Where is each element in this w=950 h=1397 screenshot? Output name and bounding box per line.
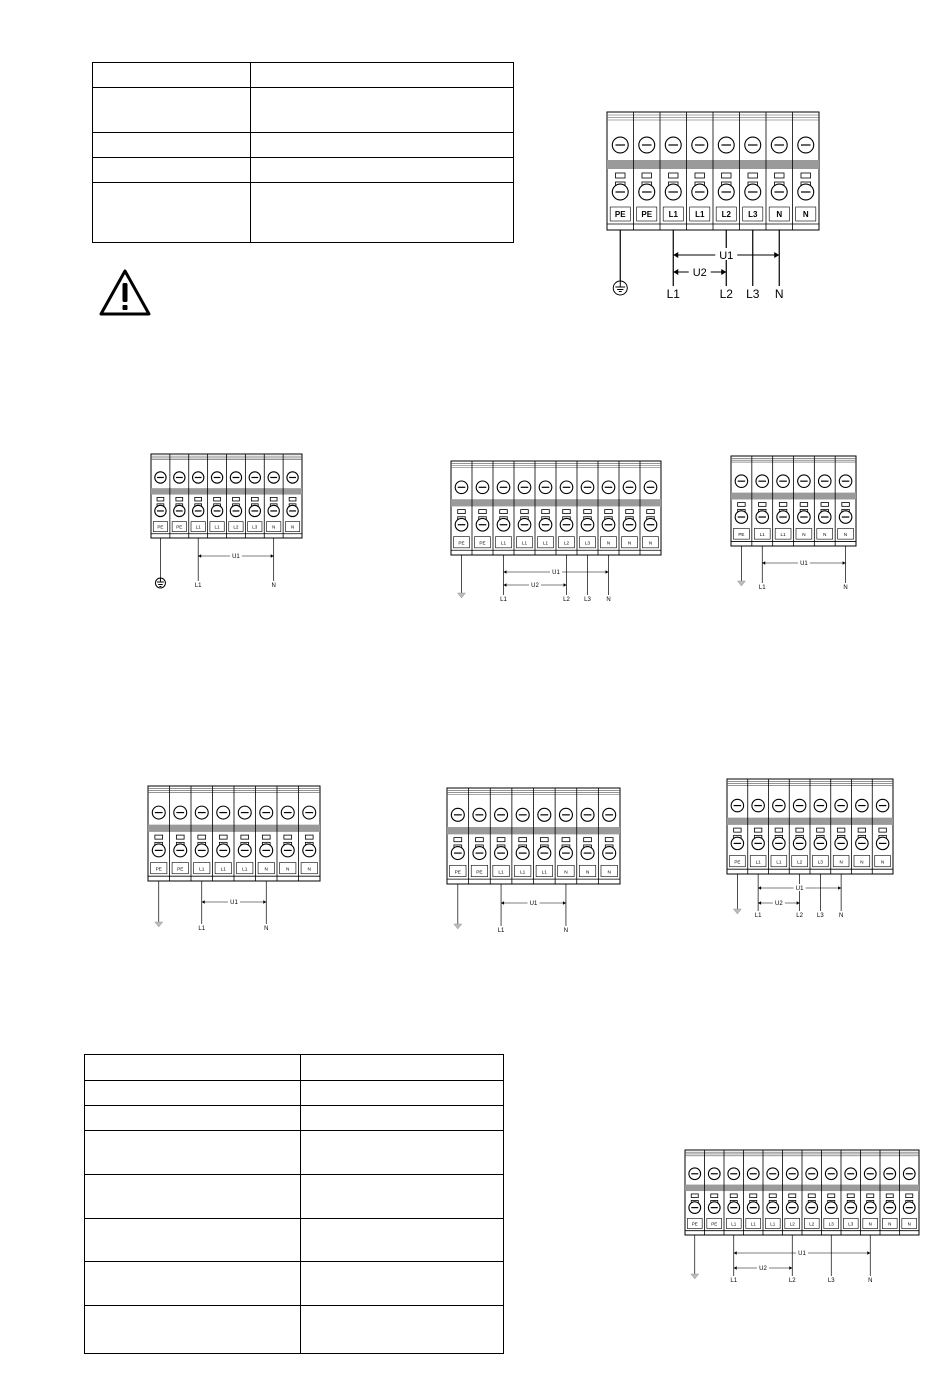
table-row <box>93 183 514 243</box>
bridge-slot-icon <box>454 838 462 842</box>
terminal-label: PE <box>691 1221 698 1227</box>
wire-label: N <box>606 597 611 603</box>
bridge-slot-icon <box>796 828 803 832</box>
terminal-label: L2 <box>721 210 731 219</box>
terminal-label: PE <box>177 867 184 873</box>
wire-label: N <box>264 926 269 932</box>
terminal-label: L1 <box>542 540 549 546</box>
wire-label: N <box>838 913 844 919</box>
terminal-label: N <box>868 1221 872 1227</box>
terminal-label: N <box>823 532 827 538</box>
ground-symbol-icon <box>691 1274 699 1279</box>
terminal-label: N <box>627 540 632 546</box>
terminal-label: L3 <box>252 524 258 530</box>
terminal-label: N <box>839 859 843 865</box>
wire-label: L1 <box>758 585 766 591</box>
bridge-slot-icon <box>837 828 844 832</box>
wire-label: L1 <box>754 913 762 919</box>
voltage-label: U1 <box>230 900 238 907</box>
table-row <box>93 63 514 88</box>
wire-label: L2 <box>788 1278 796 1284</box>
wire-label: L2 <box>796 913 803 919</box>
voltage-indicator <box>198 552 274 560</box>
terminal-label: L1 <box>498 870 504 876</box>
bridge-slot-icon <box>584 838 592 842</box>
bridge-slot-icon <box>605 838 613 842</box>
bridge-slot-icon <box>562 838 570 842</box>
terminal-label: N <box>888 1221 892 1227</box>
voltage-indicator <box>734 1264 793 1272</box>
bridge-slot-icon <box>626 510 634 514</box>
bridge-slot-icon <box>289 497 296 501</box>
bridge-slot-icon <box>695 173 705 178</box>
ground-symbol-icon <box>155 922 163 927</box>
wire-label: L1 <box>730 1278 738 1284</box>
voltage-label: U1 <box>529 901 538 908</box>
bridge-slot-icon <box>711 1194 718 1198</box>
terminal-label: L1 <box>220 867 226 873</box>
wire-label: L1 <box>500 597 507 603</box>
wire-label: L1 <box>497 928 505 934</box>
bridge-slot-icon <box>789 1194 796 1198</box>
bridge-slot-icon <box>821 503 829 507</box>
terminal-label: N <box>843 532 848 538</box>
terminal-label: PE <box>476 870 483 876</box>
voltage-indicator <box>673 248 779 262</box>
bridge-slot-icon <box>305 835 313 839</box>
bridge-slot-icon <box>775 828 782 832</box>
bridge-slot-icon <box>241 835 249 839</box>
bridge-slot-icon <box>584 510 592 514</box>
wire-label: L1 <box>198 926 206 932</box>
table-row <box>85 1306 504 1354</box>
spec-table-top <box>92 62 514 243</box>
bridge-slot-icon <box>251 497 258 501</box>
bridge-slot-icon <box>828 1194 835 1198</box>
bridge-slot-icon <box>497 838 505 842</box>
bridge-slot-icon <box>262 835 270 839</box>
wire-label: N <box>868 1278 873 1284</box>
terminal-diagram-2 <box>451 461 661 611</box>
terminal-label: N <box>648 540 653 546</box>
table-row <box>85 1081 504 1106</box>
terminal-label: N <box>802 210 809 219</box>
bridge-slot-icon <box>176 835 184 839</box>
voltage-indicator <box>762 559 845 567</box>
warning-triangle-icon <box>98 268 152 318</box>
terminal-label: L1 <box>195 524 201 530</box>
terminal-block-svg <box>151 454 312 594</box>
terminal-label: L3 <box>817 859 823 865</box>
bridge-slot-icon <box>759 503 767 507</box>
bridge-slot-icon <box>750 1194 757 1198</box>
wire-label: L1 <box>194 583 202 589</box>
wire-label: L2 <box>563 597 570 603</box>
terminal-label: N <box>264 867 268 873</box>
terminal-label: PE <box>454 870 461 876</box>
terminal-label: L1 <box>242 867 248 873</box>
voltage-label: U1 <box>232 554 240 561</box>
terminal-label: L3 <box>584 540 591 546</box>
bridge-slot-icon <box>647 510 655 514</box>
bridge-slot-icon <box>748 173 758 178</box>
terminal-label: N <box>606 540 611 546</box>
bridge-slot-icon <box>734 828 741 832</box>
terminal-label: L1 <box>695 210 705 219</box>
terminal-label: N <box>802 532 806 538</box>
bridge-slot-icon <box>284 835 292 839</box>
terminal-diagram-5 <box>447 788 620 938</box>
terminal-diagram-6 <box>727 779 893 924</box>
bridge-slot-icon <box>176 497 183 501</box>
voltage-indicator <box>758 899 800 907</box>
bridge-slot-icon <box>808 1194 815 1198</box>
terminal-label: PE <box>734 859 741 865</box>
bridge-slot-icon <box>886 1194 893 1198</box>
terminal-label: PE <box>614 210 626 219</box>
wire-label: L3 <box>817 913 824 919</box>
terminal-label: PE <box>479 540 486 546</box>
bridge-slot-icon <box>800 503 808 507</box>
wire-label: N <box>843 585 848 591</box>
terminal-label: L2 <box>789 1221 795 1227</box>
bridge-slot-icon <box>519 838 527 842</box>
terminal-block-svg <box>148 786 330 936</box>
terminal-diagram-3 <box>731 456 856 601</box>
bridge-slot-icon <box>458 510 466 514</box>
terminal-label: L1 <box>214 524 220 530</box>
terminal-diagram-4 <box>148 786 320 936</box>
bridge-slot-icon <box>879 828 886 832</box>
voltage-label: U2 <box>759 1266 767 1273</box>
terminal-block-svg <box>727 779 903 924</box>
bridge-slot-icon <box>195 497 202 501</box>
bridge-slot-icon <box>219 835 227 839</box>
spec-table-bottom <box>84 1054 504 1354</box>
bridge-slot-icon <box>774 173 784 178</box>
wire-label: L1 <box>666 287 680 301</box>
terminal-label: N <box>776 210 783 219</box>
bridge-slot-icon <box>668 173 678 178</box>
voltage-indicator <box>202 898 267 906</box>
bridge-slot-icon <box>801 173 811 178</box>
bridge-slot-icon <box>906 1194 913 1198</box>
terminal-label: L2 <box>233 524 239 530</box>
bridge-slot-icon <box>214 497 221 501</box>
terminal-label: N <box>290 524 295 530</box>
terminal-label: L1 <box>541 870 547 876</box>
voltage-label: U1 <box>552 570 560 577</box>
voltage-indicator <box>758 884 841 892</box>
terminal-label: L2 <box>797 859 803 865</box>
voltage-label: U1 <box>798 1251 806 1258</box>
terminal-block-svg <box>731 456 866 601</box>
bridge-slot-icon <box>615 173 625 178</box>
terminal-block-svg <box>607 112 829 342</box>
voltage-indicator <box>673 265 726 279</box>
bridge-slot-icon <box>500 510 508 514</box>
bridge-slot-icon <box>563 510 571 514</box>
terminal-diagram-1 <box>151 454 302 594</box>
terminal-label: L1 <box>520 870 526 876</box>
terminal-label: L1 <box>755 859 761 865</box>
terminal-label: L3 <box>748 210 758 219</box>
terminal-label: L1 <box>521 540 528 546</box>
terminal-block-svg <box>685 1150 929 1290</box>
terminal-label: N <box>307 867 311 873</box>
ground-symbol-icon <box>155 578 165 588</box>
ground-symbol-icon <box>613 281 627 295</box>
bridge-slot-icon <box>779 503 787 507</box>
bridge-slot-icon <box>738 503 746 507</box>
wire-label: L3 <box>584 597 591 603</box>
terminal-label: L1 <box>500 540 507 546</box>
bridge-slot-icon <box>730 1194 737 1198</box>
voltage-label: U2 <box>531 583 539 590</box>
terminal-label: N <box>880 859 885 865</box>
table-row <box>85 1055 504 1081</box>
bridge-slot-icon <box>476 838 484 842</box>
voltage-indicator <box>504 568 609 576</box>
bridge-slot-icon <box>479 510 487 514</box>
terminal-label: N <box>860 859 864 865</box>
bridge-slot-icon <box>540 838 548 842</box>
bridge-slot-icon <box>198 835 206 839</box>
bridge-slot-icon <box>721 173 731 178</box>
bridge-slot-icon <box>233 497 240 501</box>
ground-symbol-icon <box>454 924 462 929</box>
terminal-label: N <box>286 867 290 873</box>
wire-label: L3 <box>827 1278 835 1284</box>
bridge-slot-icon <box>858 828 865 832</box>
terminal-label: N <box>564 870 568 876</box>
terminal-label: PE <box>458 540 465 546</box>
terminal-label: L1 <box>759 532 765 538</box>
terminal-diagram-7 <box>685 1150 919 1290</box>
terminal-label: L1 <box>750 1221 756 1227</box>
wire-label: L3 <box>746 287 760 301</box>
terminal-label: L1 <box>776 859 782 865</box>
voltage-label: U2 <box>775 901 783 908</box>
ground-symbol-icon <box>733 909 741 914</box>
bridge-slot-icon <box>542 510 550 514</box>
table-row <box>93 88 514 133</box>
terminal-label: L2 <box>563 540 570 546</box>
wire-label: N <box>774 287 784 301</box>
terminal-label: L1 <box>668 210 678 219</box>
bridge-slot-icon <box>605 510 613 514</box>
voltage-indicator <box>734 1249 871 1257</box>
ground-symbol-icon <box>737 581 745 586</box>
terminal-label: PE <box>155 867 162 873</box>
table-row <box>93 158 514 183</box>
ground-symbol-icon <box>458 593 466 598</box>
wire-label: N <box>271 583 276 589</box>
terminal-label: L1 <box>731 1221 737 1227</box>
table-row <box>85 1131 504 1175</box>
terminal-label: PE <box>176 524 183 530</box>
voltage-indicator <box>501 899 566 907</box>
voltage-label: U1 <box>719 250 734 262</box>
terminal-label: PE <box>157 524 164 530</box>
terminal-label: L2 <box>809 1221 815 1227</box>
table-row <box>85 1219 504 1262</box>
wire-label: N <box>563 928 569 934</box>
terminal-label: PE <box>738 532 745 538</box>
terminal-label: PE <box>711 1221 718 1227</box>
table-row <box>93 133 514 158</box>
terminal-label: N <box>907 1221 911 1227</box>
terminal-label: L1 <box>199 867 205 873</box>
voltage-label: U2 <box>692 267 707 279</box>
voltage-label: U1 <box>800 561 808 568</box>
terminal-label: N <box>585 870 590 876</box>
terminal-label: L3 <box>848 1221 854 1227</box>
bridge-slot-icon <box>270 497 277 501</box>
table-row <box>85 1175 504 1219</box>
table-row <box>85 1106 504 1131</box>
bridge-slot-icon <box>842 503 850 507</box>
bridge-slot-icon <box>157 497 164 501</box>
terminal-label: L3 <box>828 1221 834 1227</box>
terminal-diagram-main <box>607 112 819 342</box>
bridge-slot-icon <box>817 828 824 832</box>
bridge-slot-icon <box>847 1194 854 1198</box>
voltage-indicator <box>504 581 567 589</box>
terminal-label: N <box>607 870 611 876</box>
bridge-slot-icon <box>642 173 652 178</box>
table-row <box>85 1262 504 1306</box>
terminal-label: L1 <box>770 1221 776 1227</box>
bridge-slot-icon <box>754 828 761 832</box>
bridge-slot-icon <box>691 1194 698 1198</box>
terminal-label: L1 <box>780 532 786 538</box>
terminal-block-svg <box>451 461 671 611</box>
bridge-slot-icon <box>155 835 163 839</box>
bridge-slot-icon <box>867 1194 874 1198</box>
wire-label: L2 <box>719 287 733 301</box>
terminal-label: PE <box>641 210 653 219</box>
terminal-block-svg <box>447 788 630 938</box>
bridge-slot-icon <box>521 510 529 514</box>
bridge-slot-icon <box>769 1194 776 1198</box>
voltage-label: U1 <box>795 886 804 893</box>
terminal-label: N <box>272 524 276 530</box>
